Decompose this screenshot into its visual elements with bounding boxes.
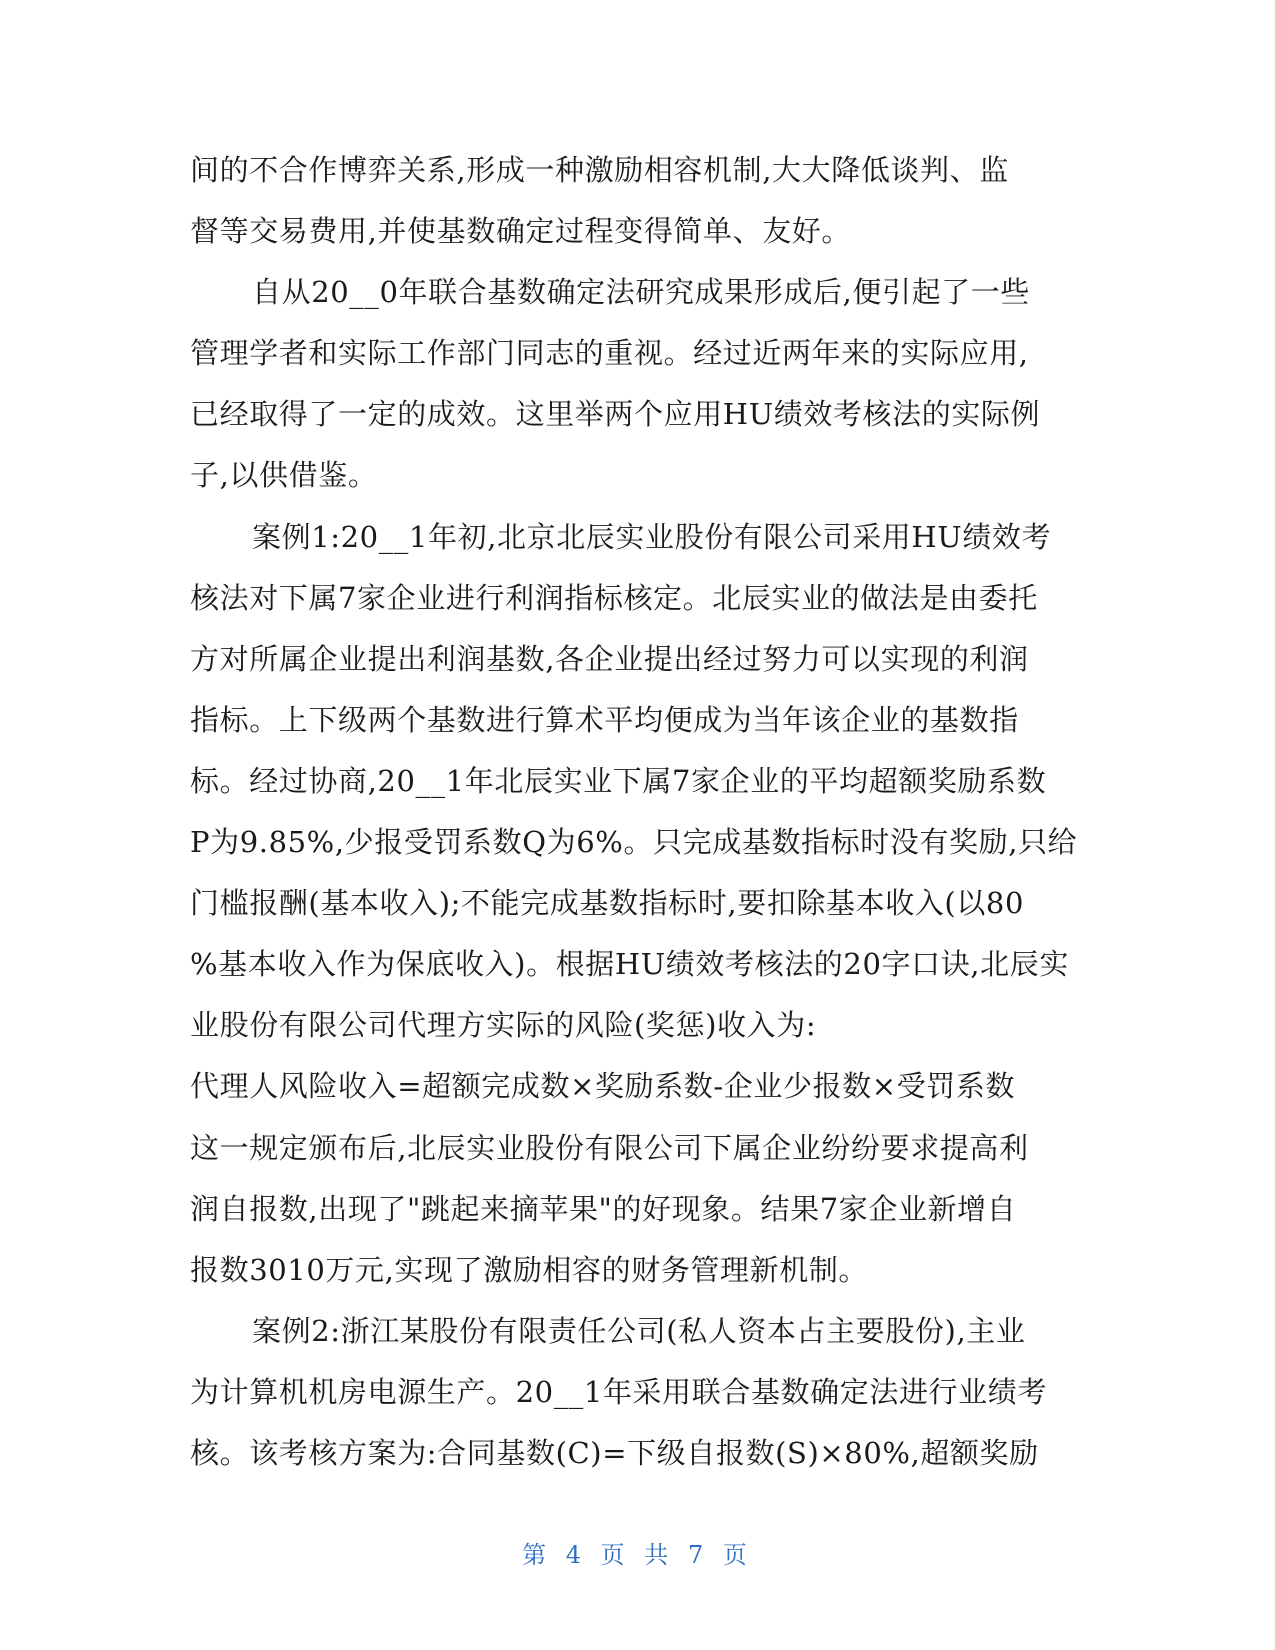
body-text: [190, 140, 1080, 1484]
text-line: 为计算机机房电源生产。20__1年采用联合基数确定法进行业绩考: [190, 1374, 1047, 1409]
text-line: %基本收入作为保底收入)。根据HU绩效考核法的20字口诀,北辰实: [190, 947, 1069, 982]
text-line: 案例2:浙江某股份有限责任公司(私人资本占主要股份),主业: [252, 1313, 1026, 1348]
text-line: P为9.85%,少报受罚系数Q为6%。只完成基数指标时没有奖励,只给: [190, 825, 1078, 860]
text-line: 子,以供借鉴。: [190, 458, 378, 493]
text-line: 门槛报酬(基本收入);不能完成基数指标时,要扣除基本收入(以80: [190, 886, 1025, 921]
text-line: 方对所属企业提出利润基数,各企业提出经过努力可以实现的利润: [190, 641, 1029, 676]
text-line: 核。该考核方案为:合同基数(C)=下级自报数(S)×80%,超额奖励: [190, 1435, 1039, 1470]
text-line: 核法对下属7家企业进行利润指标核定。北辰实业的做法是由委托: [190, 580, 1038, 615]
text-line: 已经取得了一定的成效。这里举两个应用HU绩效考核法的实际例: [190, 397, 1041, 432]
page-number-footer: 第 4 页 共 7 页: [522, 1541, 753, 1569]
text-line: 润自报数,出现了"跳起来摘苹果"的好现象。结果7家企业新增自: [190, 1191, 1017, 1226]
text-line: 这一规定颁布后,北辰实业股份有限公司下属企业纷纷要求提高利: [190, 1130, 1029, 1165]
text-line: 指标。上下级两个基数进行算术平均便成为当年该企业的基数指: [190, 702, 1019, 737]
text-line: 案例1:20__1年初,北京北辰实业股份有限公司采用HU绩效考: [252, 519, 1052, 554]
text-line: 自从20__0年联合基数确定法研究成果形成后,便引起了一些: [252, 275, 1030, 310]
text-line: 报数3010万元,实现了激励相容的财务管理新机制。: [190, 1252, 869, 1287]
text-line: 督等交易费用,并使基数确定过程变得简单、友好。: [190, 214, 852, 249]
text-line: 间的不合作博弈关系,形成一种激励相容机制,大大降低谈判、监: [190, 153, 1009, 187]
text-line: 管理学者和实际工作部门同志的重视。经过近两年来的实际应用,: [190, 336, 1029, 371]
text-line: 标。经过协商,20__1年北辰实业下属7家企业的平均超额奖励系数: [190, 763, 1047, 798]
text-line: 代理人风险收入=超额完成数×奖励系数-企业少报数×受罚系数: [190, 1069, 1016, 1104]
text-line: 业股份有限公司代理方实际的风险(奖惩)收入为:: [190, 1008, 817, 1043]
